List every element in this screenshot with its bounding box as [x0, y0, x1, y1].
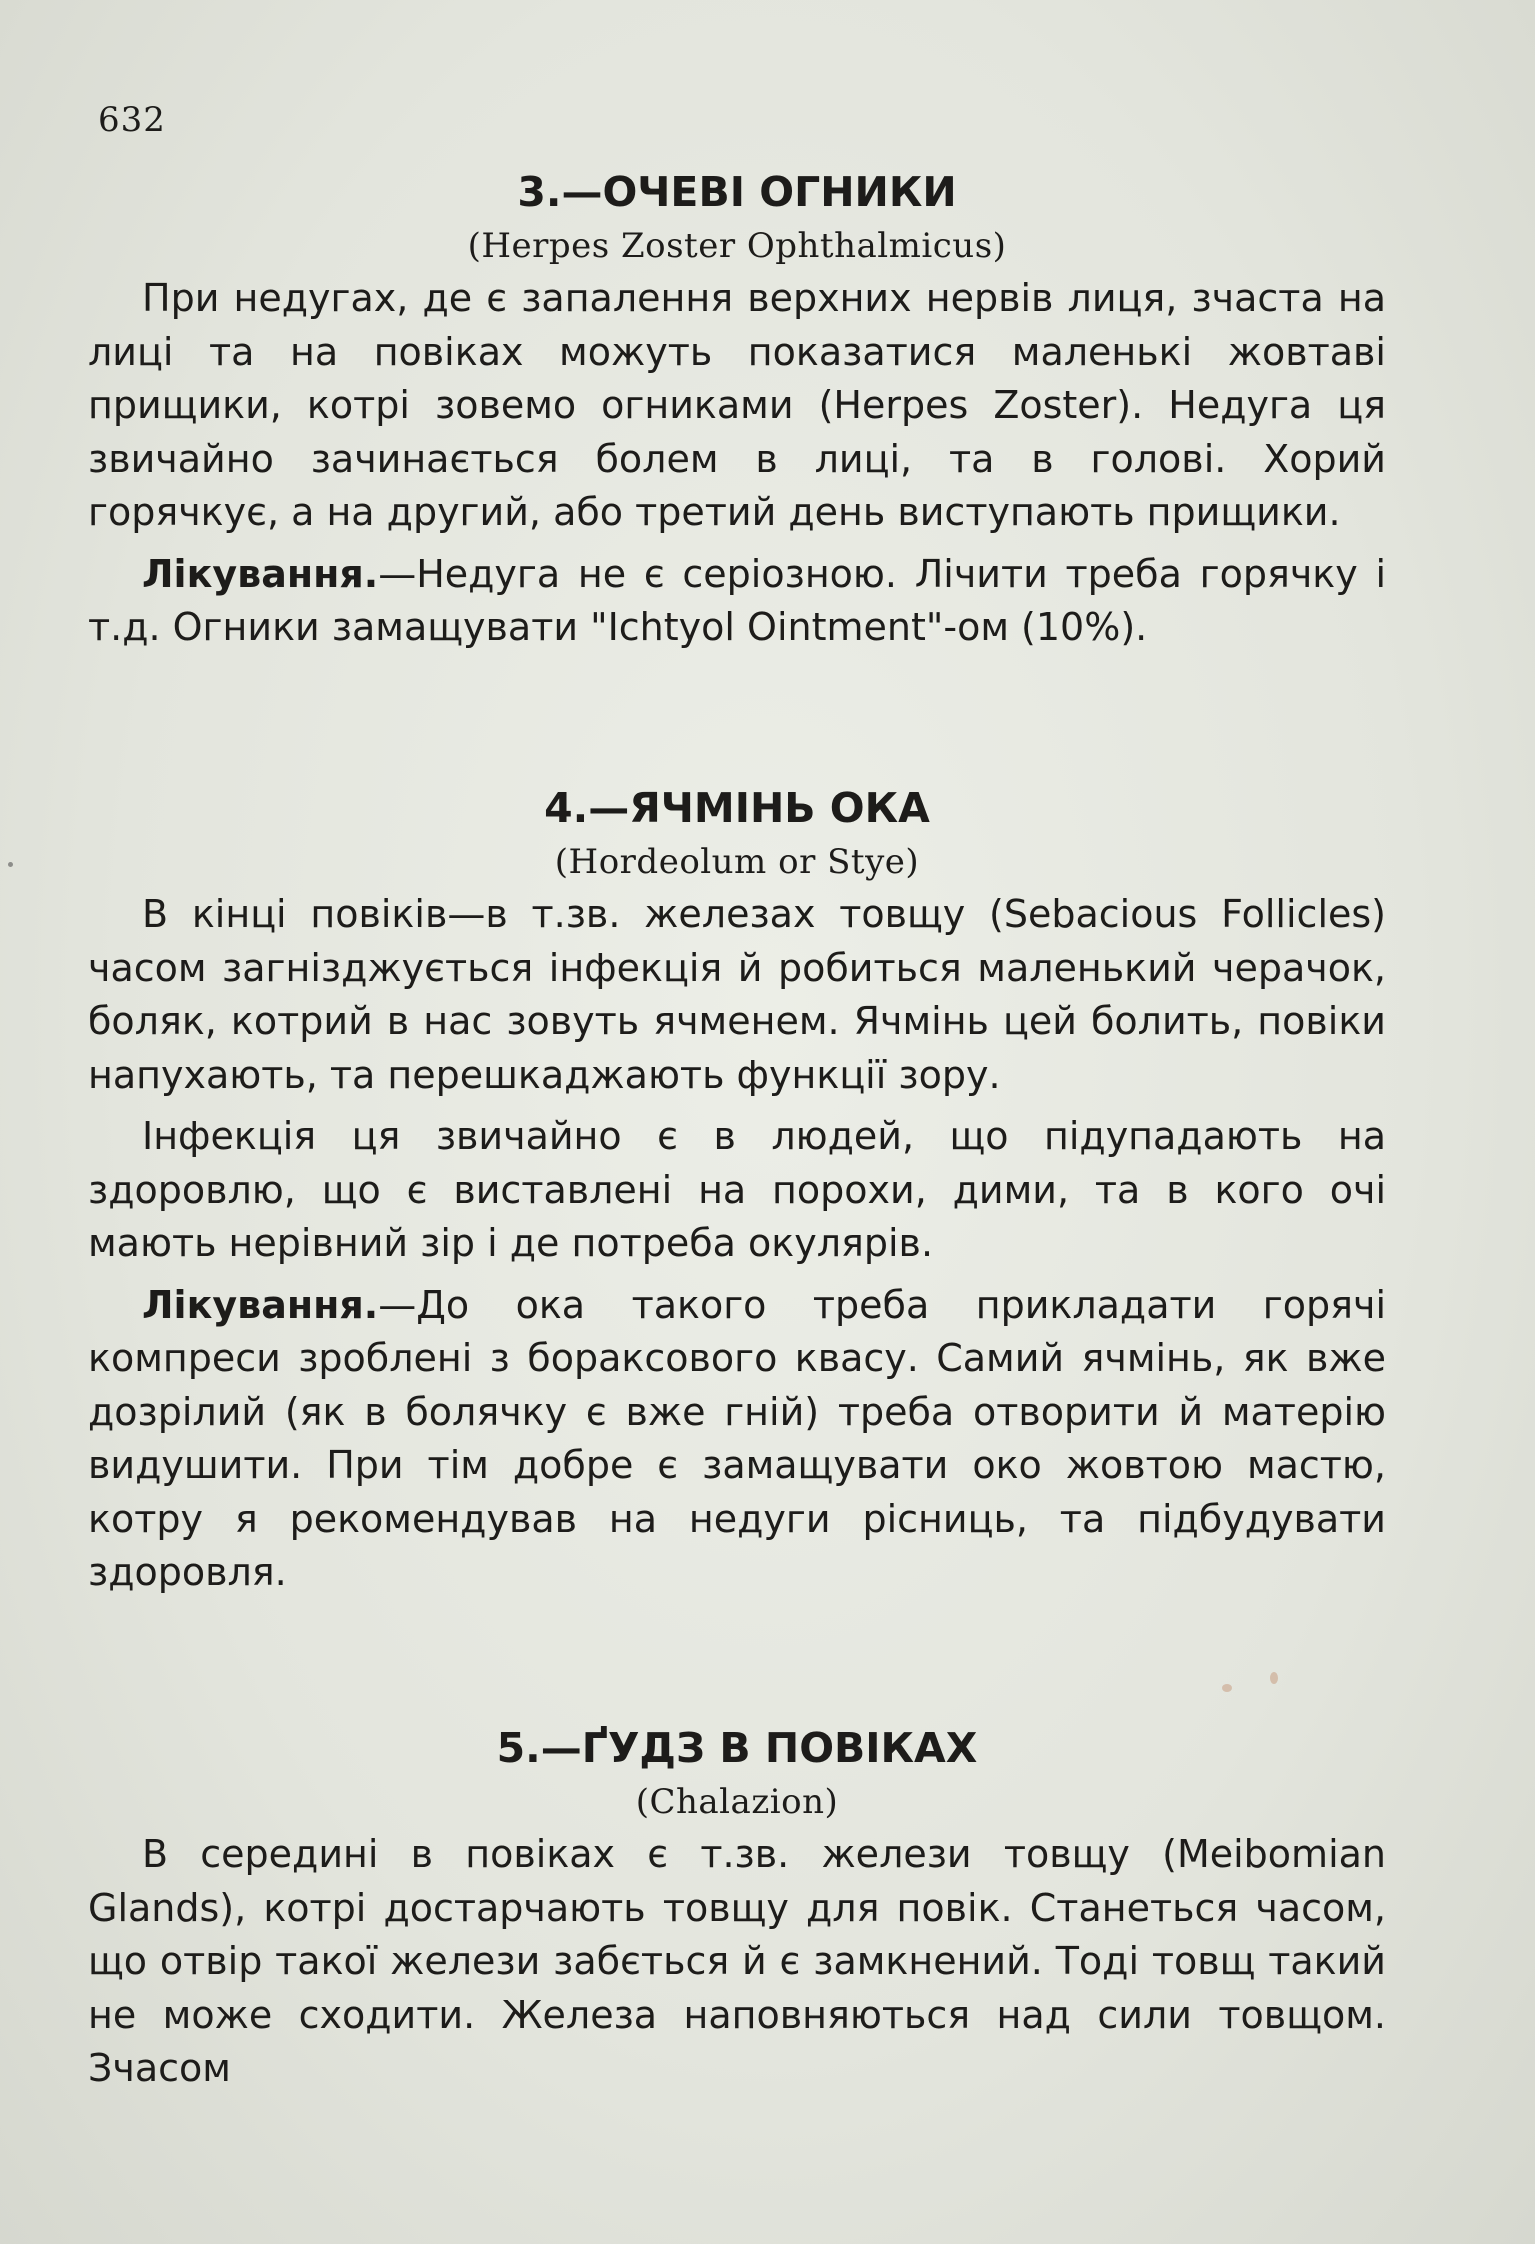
- section-herpes-zoster: [88, 164, 1386, 663]
- paragraph-lead: Лікування.: [142, 551, 379, 596]
- paragraph: [88, 1279, 1386, 1600]
- paragraph: [88, 272, 1386, 540]
- section-title: 3.—ОЧЕВІ ОГНИКИ: [517, 168, 957, 216]
- paragraph-text: В кінці повіків—в т.зв. железах товщу (Sebacious Follicles) часом загнізджується інфекція й робиться маленький черачок, боляк, котрий в нас зовуть ячменем. Ячмінь цей болить, повіки напухають, та перешкаджають функції зору.: [88, 892, 1386, 1097]
- paragraph: [88, 1110, 1386, 1271]
- section-latin-name: (Herpes Zoster Ophthalmicus): [467, 226, 1007, 266]
- paragraph: [88, 1828, 1386, 2096]
- page-number: 632: [98, 100, 166, 140]
- section-title: 5.—ҐУДЗ В ПОВІКАХ: [496, 1724, 978, 1772]
- section-latin-name: (Chalazion): [635, 1782, 839, 1822]
- paragraph-text: В середині в повіках є т.зв. желези товщу (Meibomian Glands), котрі достарчають товщу для повік. Станеться часом, що отвір такої желези забється й є замкнений. Тоді товщ такий не може сходити. Железа наповняються над сили товщом. Зчасом: [88, 1832, 1386, 2090]
- section-hordeolum: [88, 780, 1386, 1608]
- paragraph-text: При недугах, де є запалення верхних нервів лиця, зчаста на лиці та на повіках можуть показатися маленькі жовтаві прищики, котрі зовемо огниками (Herpes Zoster). Недуга ця звичайно зачинається болем в лиці, та в голові. Хорий горячкує, а на другий, або третий день виступають прищики.: [88, 276, 1386, 534]
- paragraph-lead: Лікування.: [142, 1282, 379, 1327]
- paper-stain: [1270, 1672, 1278, 1684]
- paragraph-text: —Недуга не є серіозною. Лічити треба горячку і т.д. Огники замащувати "Ichtyol Ointment"-ом (10%).: [88, 551, 1386, 649]
- paper-stain: [1222, 1684, 1232, 1692]
- paragraph: [88, 548, 1386, 655]
- section-chalazion: [88, 1720, 1386, 2104]
- section-latin-name: (Hordeolum or Stye): [554, 842, 920, 882]
- paragraph-text: Інфекція ця звичайно є в людей, що підупадають на здоровлю, що є виставлені на порохи, дими, та в кого очі мають нерівний зір і де потреба окулярів.: [88, 1114, 1386, 1265]
- paragraph: [88, 888, 1386, 1102]
- paper-stain: [8, 862, 13, 867]
- section-title: 4.—ЯЧМІНЬ ОКА: [544, 784, 930, 832]
- paragraph-text: —До ока такого треба прикладати горячі компреси зроблені з бораксового квасу. Самий ячмінь, як вже дозрілий (як в болячку є вже гній) треба отворити й матерію видушити. При тім добре є замащувати око жовтою мастю, котру я рекомендував на недуги рісниць, та підбудувати здоровля.: [88, 1282, 1386, 1594]
